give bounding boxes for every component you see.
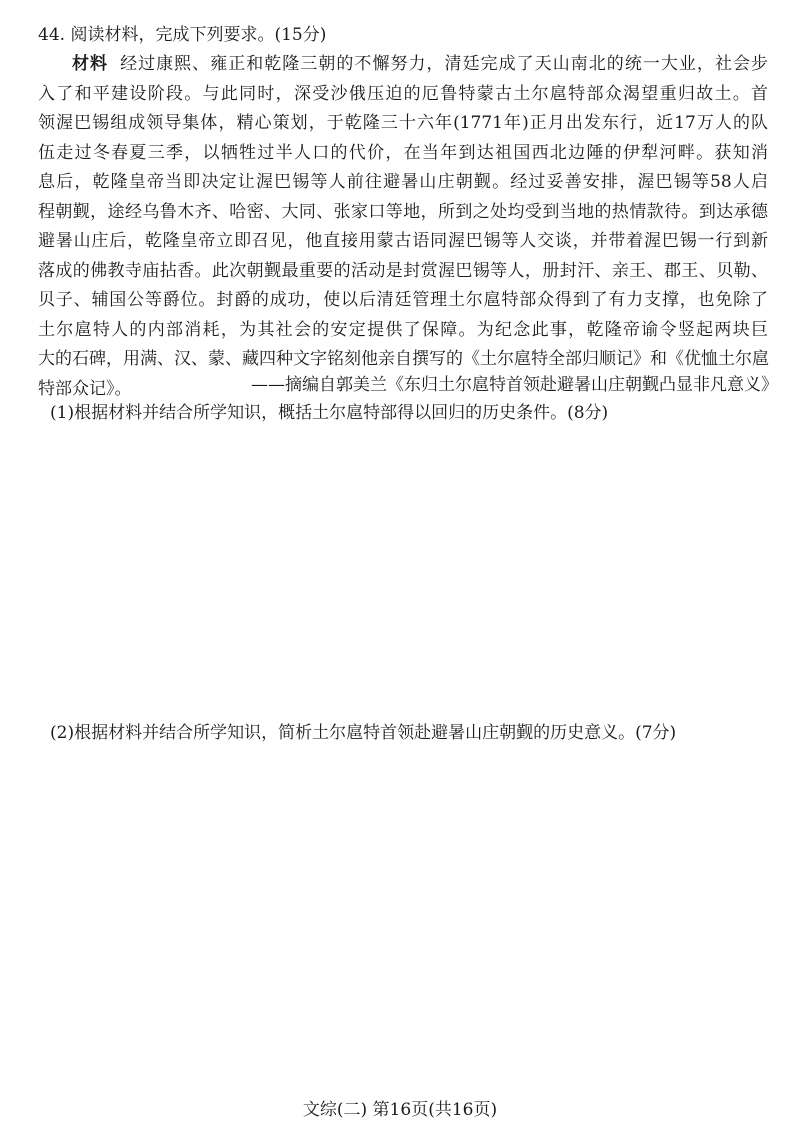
page-footer: 文综(二) 第16页(共16页) bbox=[302, 1100, 498, 1120]
answer-area-1[interactable] bbox=[38, 430, 768, 710]
sub-question-2: (2)根据材料并结合所学知识，简析土尔扈特首领赴避暑山庄朝觐的历史意义。(7分) bbox=[50, 723, 677, 743]
material-line-text: 经过康熙、雍正和乾隆三朝的不懈努力，清廷完成了天山南北的统一大业，社会步 bbox=[120, 54, 769, 74]
material-line-7: 避暑山庄后，乾隆皇帝立即召见，他直接用蒙古语同渥巴锡等人交谈，并带着渥巴锡一行到新 bbox=[38, 231, 768, 251]
material-line-11: 大的石碑，用满、汉、蒙、藏四种文字铭刻他亲自撰写的《土尔扈特全部归顺记》和《优恤土尔扈 bbox=[38, 349, 769, 369]
sub-question-1: (1)根据材料并结合所学知识，概括土尔扈特部得以回归的历史条件。(8分) bbox=[50, 403, 609, 423]
material-line-6: 程朝觐，途经乌鲁木齐、哈密、大同、张家口等地，所到之处均受到当地的热情款待。到达承德 bbox=[38, 201, 768, 222]
answer-area-2[interactable] bbox=[38, 750, 768, 1080]
material-source-citation: ——摘编自郭美兰《东归土尔扈特首领赴避暑山庄朝觐凸显非凡意义》 bbox=[251, 375, 778, 395]
material-line-5: 息后，乾隆皇帝当即决定让渥巴锡等人前往避暑山庄朝觐。经过妥善安排，渥巴锡等58人启 bbox=[38, 172, 768, 192]
material-line-8: 落成的佛教寺庙拈香。此次朝觐最重要的活动是封赏渥巴锡等人，册封汗、亲王、郡王、贝勒、 bbox=[38, 260, 768, 281]
material-label: 材料 bbox=[72, 54, 109, 74]
question-heading: 44. 阅读材料，完成下列要求。(15分) bbox=[38, 25, 327, 45]
material-passage bbox=[38, 50, 768, 404]
material-line-2: 入了和平建设阶段。与此同时，深受沙俄压迫的厄鲁特蒙古土尔扈特部众渴望重归故土。首 bbox=[38, 83, 768, 104]
material-line-1 bbox=[38, 50, 768, 80]
material-line-3: 领渥巴锡组成领导集体，精心策划，于乾隆三十六年(1771年)正月出发东行，近17万人的队 bbox=[38, 113, 768, 133]
material-line-9: 贝子、辅国公等爵位。封爵的成功，使以后清廷管理土尔扈特部众得到了有力支撑，也免除了 bbox=[38, 290, 768, 310]
material-line-12: 特部众记》。 bbox=[38, 378, 132, 399]
material-line-10: 土尔扈特人的内部消耗，为其社会的安定提供了保障。为纪念此事，乾隆帝谕令竖起两块巨 bbox=[38, 319, 768, 340]
material-line-4: 伍走过冬春夏三季，以牺牲过半人口的代价，在当年到达祖国西北边陲的伊犁河畔。获知消 bbox=[38, 142, 768, 163]
